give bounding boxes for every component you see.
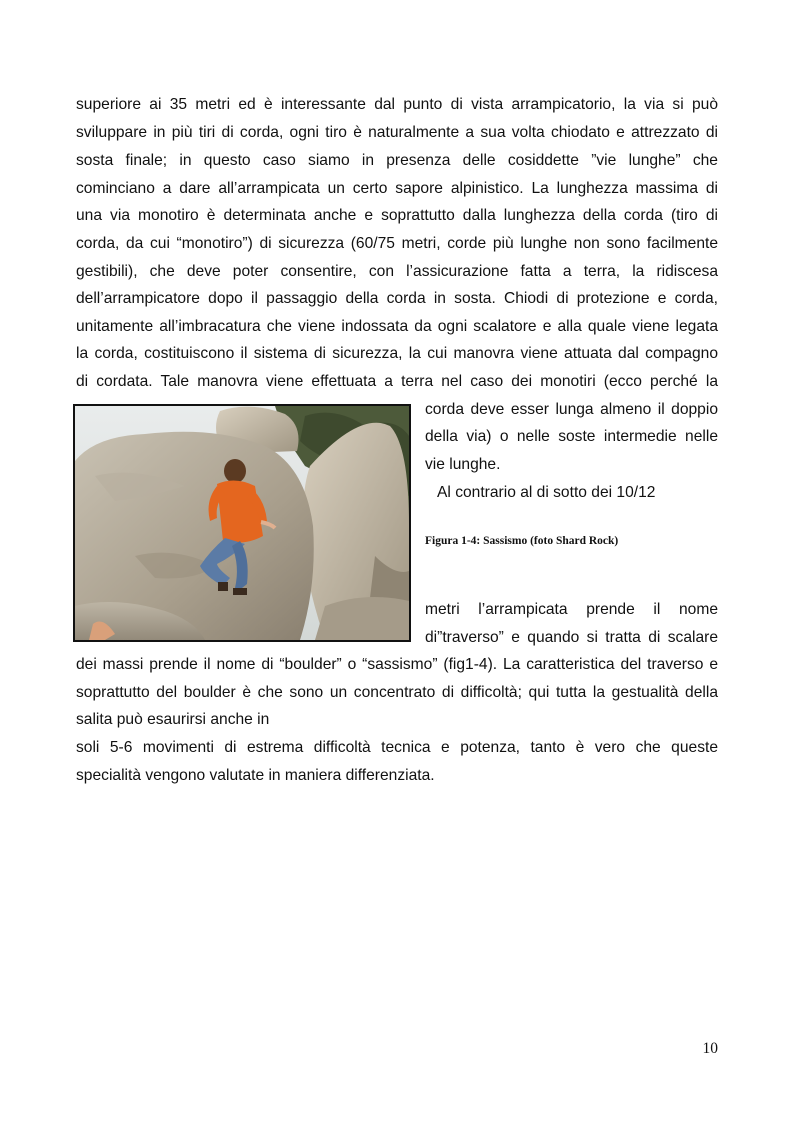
text-line: salita può esaurirsi anche in <box>76 711 270 728</box>
bouldering-illustration <box>75 406 409 640</box>
text-line: una via monotiro è determinata anche e soprattutto dalla lunghezza della corda (tiro di <box>76 207 718 224</box>
text-line: soprattutto del boulder è che sono un concentrato di difficoltà; qui tutta la gestualità della <box>76 684 718 701</box>
text-line: superiore ai 35 metri ed è interessante dal punto di vista arrampicatorio, la via si può <box>76 96 718 113</box>
text-line: dell’arrampicatore dopo il passaggio della corda in sosta. Chiodi di protezione e corda, <box>76 290 718 307</box>
text-line: corda, da cui “monotiro”) di sicurezza (60/75 metri, corde più lunghe non sono facilmente <box>76 235 718 252</box>
text-line: sviluppare in più tiri di corda, ogni tiro è naturalmente a sua volta chiodato e attrezzato di <box>76 124 718 141</box>
text-line: la corda, costituiscono il sistema di sicurezza, la cui manovra viene attuata dal compagno <box>76 345 718 362</box>
text-line: corda deve esser lunga almeno il doppio <box>425 401 718 418</box>
text-line: gestibili), che deve poter consentire, con l’assicurazione fatta a terra, la ridiscesa <box>76 263 718 280</box>
text-line: sosta finale; in questo caso siamo in presenza delle cosiddette ”vie lunghe” che <box>76 152 718 169</box>
text-line: cominciano a dare all’arrampicata un certo sapore alpinistico. La lunghezza massima di <box>76 180 718 197</box>
text-line: specialità vengono valutate in maniera differenziata. <box>76 767 435 784</box>
text-line: soli 5-6 movimenti di estrema difficoltà tecnica e potenza, tanto è vero che queste <box>76 739 718 756</box>
text-line: dei massi prende il nome di “boulder” o “sassismo” (fig1-4). La caratteristica del traverso e <box>76 656 718 673</box>
bouldering-photo <box>73 404 411 642</box>
text-line: unitamente all’imbracatura che viene indossata da ogni scalatore e alla quale viene legata <box>76 318 718 335</box>
text-line: di”traverso” e quando si tratta di scalare <box>425 629 718 646</box>
text-line: di cordata. Tale manovra viene effettuata a terra nel caso dei monotiri (ecco perché la <box>76 373 718 390</box>
text-line: della via) o nelle soste intermedie nelle <box>425 428 718 445</box>
figure-caption: Figura 1-4: Sassismo (foto Shard Rock) <box>425 535 619 547</box>
text-line: metri l’arrampicata prende il nome <box>425 601 718 618</box>
text-line: vie lunghe. <box>425 456 501 473</box>
page-number: 10 <box>702 1040 718 1057</box>
text-line: Al contrario al di sotto dei 10/12 <box>437 484 656 501</box>
